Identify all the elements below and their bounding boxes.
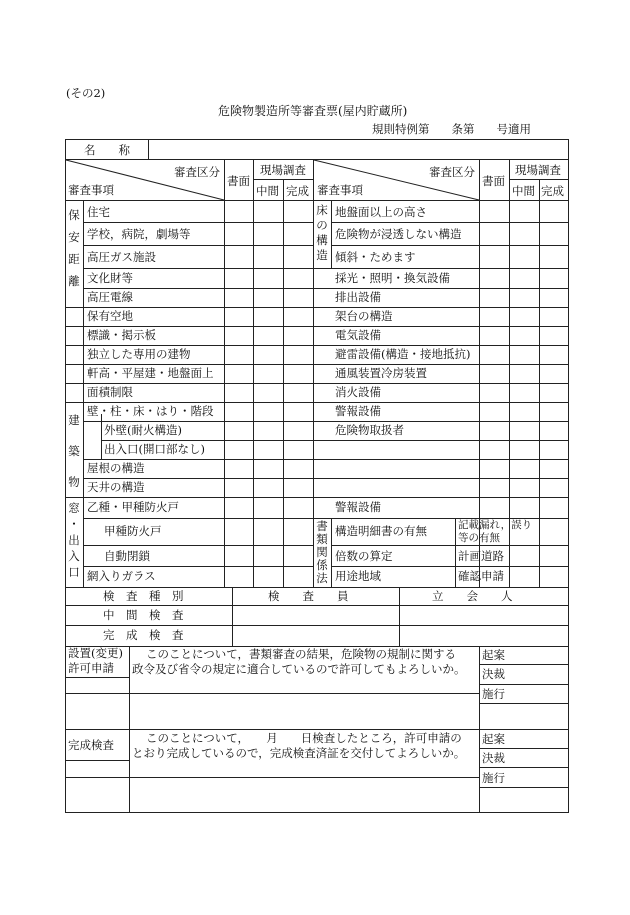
group-documents: 書 類 関 係 法 xyxy=(316,519,328,585)
document-item-left: 倍数の算定 xyxy=(335,549,393,563)
right-item: 警報設備 xyxy=(335,404,381,418)
right-item: 警報設備 xyxy=(335,500,381,514)
left-item: 面積制限 xyxy=(87,385,133,399)
name-label: 名 称 xyxy=(84,143,130,157)
group-building: 建 築 物 xyxy=(68,413,80,489)
left-item: 屋根の構造 xyxy=(87,461,145,475)
completion-stamp-draft: 起案 xyxy=(482,732,505,746)
left-item: 保有空地 xyxy=(87,309,133,323)
rule-item: 号適用 xyxy=(496,122,531,136)
left-item: 文化財等 xyxy=(87,271,133,285)
left-item: 高圧ガス施設 xyxy=(87,250,156,264)
right-item: 地盤面以上の高さ xyxy=(335,205,427,219)
witness-header: 立 会 人 xyxy=(432,589,513,603)
right-item: 採光・照明・換気設備 xyxy=(335,271,450,285)
document-item-right: 記載漏れ，誤り等の有無 xyxy=(458,519,533,544)
completion-label: 完成検査 xyxy=(68,738,114,752)
right-item: 危険物が浸透しない構造 xyxy=(335,227,462,241)
left-item: 標識・掲示板 xyxy=(87,328,156,342)
right-item: 架台の構造 xyxy=(335,309,393,323)
right-item: 傾斜・ためます xyxy=(335,250,416,264)
item-header-right: 審査事項 xyxy=(317,183,363,197)
document-item-left: 用途地域 xyxy=(335,569,381,583)
rule-prefix: 規則特例第 xyxy=(372,122,430,136)
interim-header-left: 中間 xyxy=(256,184,279,198)
permit-label-line1: 設置(変更) xyxy=(68,646,123,660)
form-title: 危険物製造所等審査票(屋内貯蔵所) xyxy=(218,104,408,118)
left-item: 高圧電線 xyxy=(87,290,133,304)
site-survey-header-left: 現場調査 xyxy=(260,163,306,177)
inspector-header: 検 査 員 xyxy=(268,589,349,603)
left-item: 出入口(開口部なし) xyxy=(104,442,205,456)
group-distance: 保 安 距 離 xyxy=(68,208,80,288)
category-header-right: 審査区分 xyxy=(429,165,475,179)
right-item: 電気設備 xyxy=(335,328,381,342)
interim-header-right: 中間 xyxy=(512,184,535,198)
document-header-right: 書面 xyxy=(482,174,505,188)
left-item: 網入りガラス xyxy=(87,569,156,583)
left-item: 学校，病院，劇場等 xyxy=(87,227,191,241)
document-item-left: 構造明細書の有無 xyxy=(335,524,427,538)
permit-stamp-decision: 決裁 xyxy=(482,667,505,681)
permit-stamp-draft: 起案 xyxy=(482,648,505,662)
item-header-left: 審査事項 xyxy=(68,183,114,197)
left-item: 甲種防火戸 xyxy=(104,524,162,538)
left-item: 天井の構造 xyxy=(87,480,145,494)
completion-text-line2: とおり完成しているので，完成検査済証を交付してよろしいか。 xyxy=(132,746,466,760)
document-header-left: 書面 xyxy=(227,174,250,188)
right-item: 避雷設備(構造・接地抵抗) xyxy=(335,347,471,361)
completion-stamp-decision: 決裁 xyxy=(482,751,505,765)
completion-text-line1: このことについて， 月 日検査したところ，許可申請の xyxy=(146,731,462,745)
group-floor: 床 の 構 造 xyxy=(316,203,328,262)
completion-header-left: 完成 xyxy=(286,184,309,198)
completion-stamp-issue: 施行 xyxy=(482,771,505,785)
permit-label-line2: 許可申請 xyxy=(68,661,114,675)
left-item: 乙種・甲種防火戸 xyxy=(87,500,179,514)
left-item: 住宅 xyxy=(87,205,110,219)
rule-article: 条第 xyxy=(451,122,475,136)
part-label: (その2) xyxy=(66,86,106,100)
left-item: 外壁(耐火構造) xyxy=(104,423,182,437)
inspection-type-header: 検 査 種 別 xyxy=(103,589,184,603)
right-item: 危険物取扱者 xyxy=(335,423,404,437)
right-item: 通風装置冷房装置 xyxy=(335,366,427,380)
left-item: 自動閉鎖 xyxy=(104,549,150,563)
right-item: 排出設備 xyxy=(335,290,381,304)
group-window: 窓 ・ 出 入 口 xyxy=(68,501,80,579)
right-item: 消火設備 xyxy=(335,385,381,399)
document-item-right: 確認申請 xyxy=(458,569,504,583)
left-item: 壁・柱・床・はり・階段 xyxy=(87,404,214,418)
document-item-right: 計画道路 xyxy=(458,549,504,563)
permit-stamp-issue: 施行 xyxy=(482,687,505,701)
left-item: 軒高・平屋建・地盤面上 xyxy=(87,366,214,380)
site-survey-header-right: 現場調査 xyxy=(515,163,561,177)
left-item: 独立した専用の建物 xyxy=(87,347,191,361)
permit-text-line1: このことについて，書類審査の結果，危険物の規制に関する xyxy=(146,647,457,661)
completion-inspection-row: 完 成 検 査 xyxy=(103,628,184,642)
interim-inspection-row: 中 間 検 査 xyxy=(103,608,184,622)
completion-header-right: 完成 xyxy=(541,184,564,198)
category-header-left: 審査区分 xyxy=(174,165,220,179)
permit-text-line2: 政令及び省令の規定に適合しているので許可してもよろしいか。 xyxy=(132,662,466,676)
